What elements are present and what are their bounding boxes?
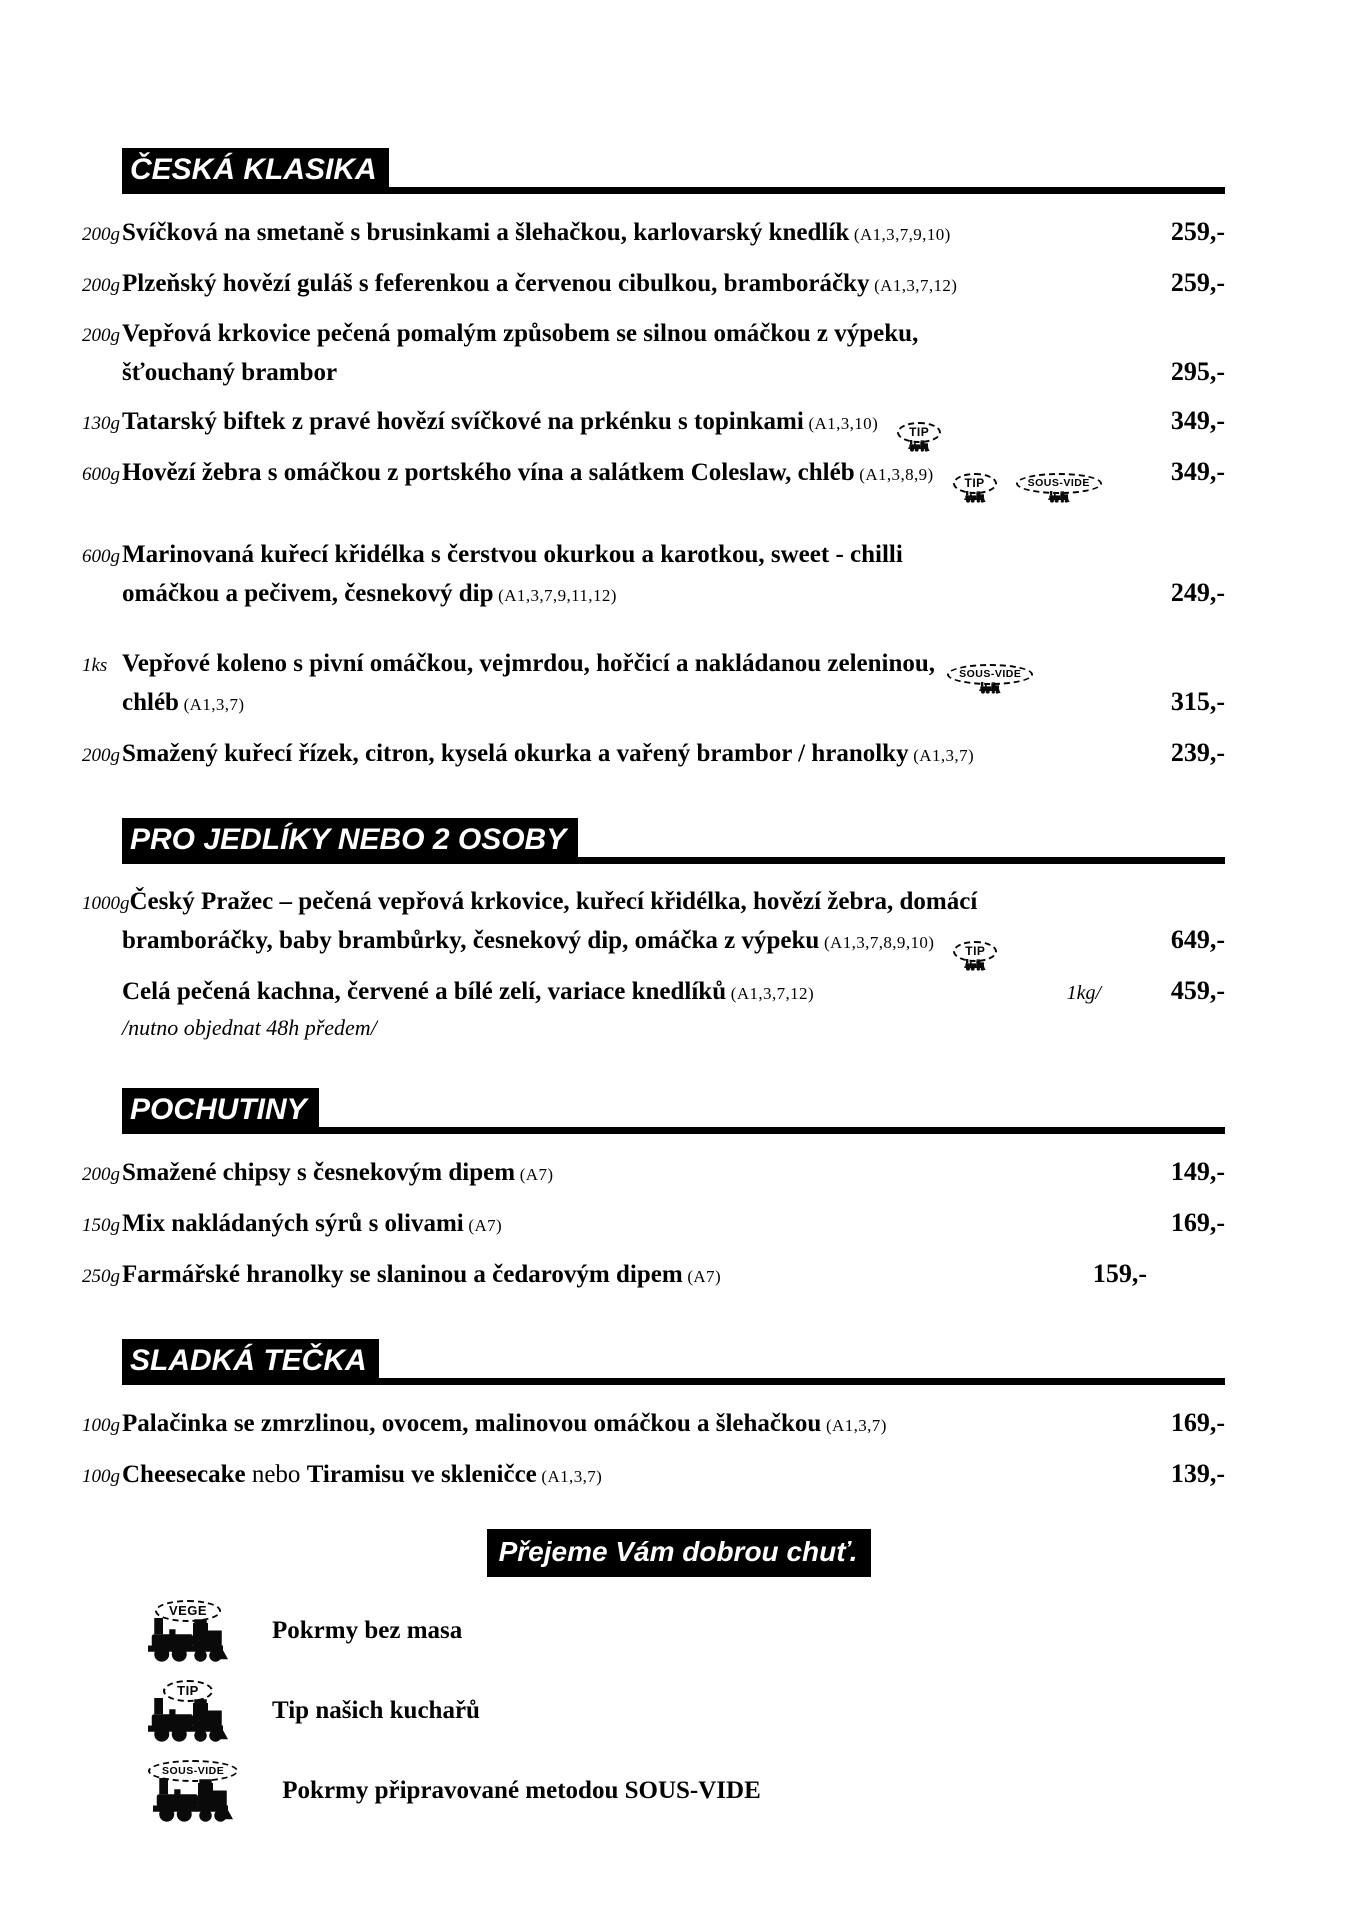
menu-item (82, 1456, 1225, 1495)
tip-train-icon (890, 422, 948, 452)
item-name: Český Pražec – pečená vepřová krkovice, kuřecí křidélka, hovězí žebra, domácí (129, 888, 978, 915)
item-allergens: (A7) (515, 1165, 554, 1184)
item-allergens: (A1,3,7) (908, 746, 975, 765)
section-header (122, 148, 1225, 194)
item-price: 159,- (1092, 1259, 1147, 1288)
tip-cloud-label: TIP (953, 941, 997, 962)
item-allergens: (A1,3,7) (821, 1416, 887, 1435)
item-name-part: nebo (245, 1461, 307, 1488)
menu-item (82, 973, 1225, 1044)
menu-item (82, 214, 1225, 253)
item-text (122, 736, 974, 774)
tip-train-icon (946, 473, 1004, 503)
menu-item (82, 537, 1225, 614)
item-name: Celá pečená kachna, červené a bílé zelí, variace knedlíků (122, 978, 727, 1005)
item-quantity: 150g (82, 1215, 120, 1236)
legend-text: Tip našich kuchařů (272, 1697, 480, 1724)
item-text (122, 974, 814, 1012)
menu-item-line (82, 646, 1225, 684)
menu-section (82, 818, 1225, 1044)
menu-item (82, 265, 1225, 304)
menu-item-line (82, 884, 1225, 922)
item-text (130, 884, 978, 920)
item-price: 239,- (1170, 738, 1225, 767)
locomotive-icon (946, 959, 1004, 971)
item-allergens: (A7) (463, 1216, 503, 1235)
legend-row (148, 1671, 1358, 1751)
item-price: 169,- (1170, 1408, 1225, 1437)
menu-item (82, 1205, 1225, 1244)
menu-item-line (82, 1456, 1225, 1495)
item-text (122, 576, 617, 614)
item-quantity: 200g (82, 325, 120, 346)
section-underline (389, 187, 1225, 194)
item-name: bramboráčky, baby brambůrky, česnekový dip, omáčka z výpeku (122, 927, 820, 954)
item-allergens: (A1,3,7,12) (869, 276, 958, 295)
menu-item (82, 316, 1225, 391)
locomotive-icon (148, 1698, 228, 1743)
item-price: 315,- (1170, 687, 1225, 716)
tip-cloud-label: TIP (163, 1680, 213, 1702)
item-name: Palačinka se zmrzlinou, ovocem, malinovou omáčkou a šlehačkou (122, 1410, 822, 1437)
item-name: Svíčková na smetaně s brusinkami a šlehačkou, karlovarský knedlík (122, 219, 850, 246)
item-name: Farmářské hranolky se slaninou a čedarovým dipem (122, 1261, 683, 1288)
sous-vide-cloud-label: SOUS-VIDE (148, 1760, 238, 1782)
sous-vide-train-icon (947, 664, 1033, 694)
locomotive-icon (890, 440, 948, 452)
item-name: chléb (122, 689, 179, 716)
item-quantity: 250g (82, 1266, 120, 1287)
item-quantity: 200g (82, 224, 120, 245)
legend-row (148, 1591, 1358, 1671)
section-title: SLADKÁ TEČKA (122, 1339, 379, 1385)
menu-item (82, 1256, 1225, 1295)
menu-item (82, 735, 1225, 774)
menu-item (82, 403, 1225, 442)
item-text (122, 266, 957, 304)
item-name: Smažené chipsy s česnekovým dipem (122, 1159, 516, 1186)
menu-item (82, 454, 1225, 493)
icon-legend (148, 1591, 1358, 1831)
item-allergens: (A1,3,7) (178, 695, 245, 714)
vege-cloud-label: VEGE (155, 1600, 221, 1622)
legend-text: Pokrmy připravované metodou SOUS-VIDE (282, 1777, 761, 1804)
item-allergens: (A1,3,10) (803, 414, 879, 433)
section-underline (319, 1127, 1225, 1134)
item-price: 259,- (1170, 217, 1225, 246)
item-name: Plzeňský hovězí guláš s feferenkou a červenou cibulkou, bramboráčky (122, 270, 870, 297)
item-price: 169,- (1170, 1208, 1225, 1237)
item-quantity: 600g (82, 464, 120, 485)
vege-train-icon (148, 1600, 228, 1663)
item-quantity: 100g (82, 1415, 120, 1436)
item-quantity: 1000g (82, 893, 130, 914)
item-quantity: 200g (82, 745, 120, 766)
item-price: 649,- (1170, 925, 1225, 954)
item-quantity: 600g (82, 546, 120, 567)
item-name: Marinovaná kuřecí křidélka s čerstvou okurkou a karotkou, sweet - chilli (122, 541, 903, 568)
legend-row (148, 1751, 1358, 1831)
item-text (122, 1457, 602, 1495)
item-name: Tatarský biftek z pravé hovězí svíčkové na prkénku s topinkami (122, 408, 804, 435)
menu-item-line (82, 354, 1225, 391)
item-text (122, 1406, 887, 1444)
menu-item-line (82, 1256, 1225, 1295)
menu-item (82, 884, 1225, 961)
item-text (122, 1155, 553, 1193)
item-quantity: 200g (82, 1164, 120, 1185)
item-allergens: (A1,3,7,8,9,10) (819, 933, 935, 952)
tip-train-icon (946, 941, 1004, 971)
farewell-banner: Přejeme Vám dobrou chuť. (487, 1529, 872, 1577)
sous-vide-train-icon (1016, 473, 1102, 503)
item-price: 149,- (1170, 1157, 1225, 1186)
item-quantity: 130g (82, 413, 120, 434)
locomotive-icon (946, 491, 1004, 503)
item-allergens: (A1,3,7,9,11,12) (493, 586, 617, 605)
item-name: šťouchaný brambor (122, 359, 338, 386)
menu-item-line (82, 265, 1225, 304)
item-price: 295,- (1170, 357, 1225, 386)
item-name: Hovězí žebra s omáčkou z portského vína a salátkem Coleslaw, chléb (122, 459, 855, 486)
item-quantity: 200g (82, 275, 120, 296)
menu-item-line (82, 973, 1225, 1012)
item-unit: 1kg/ (1066, 982, 1101, 1004)
menu-item-line (82, 537, 1225, 575)
menu-item-line (82, 214, 1225, 253)
section-title: POCHUTINY (122, 1088, 319, 1134)
menu-item-line (82, 922, 1225, 961)
item-price: 249,- (1170, 578, 1225, 607)
section-underline (578, 857, 1225, 864)
menu-section (82, 148, 1225, 774)
locomotive-icon (153, 1778, 233, 1823)
item-allergens: (A7) (682, 1267, 722, 1286)
menu-item-line (82, 1012, 1225, 1044)
item-price: 139,- (1170, 1459, 1225, 1488)
item-text (122, 1257, 721, 1295)
item-quantity: 100g (82, 1466, 120, 1487)
item-name: Mix nakládaných sýrů s olivami (122, 1210, 464, 1237)
banner-row (0, 1529, 1358, 1577)
sous-vide-train-icon (148, 1760, 238, 1823)
item-note: /nutno objednat 48h předem/ (122, 1015, 377, 1040)
menu-item-line (82, 1205, 1225, 1244)
item-name: Vepřové koleno s pivní omáčkou, vejmrdou, hořčicí a nakládanou zeleninou, (122, 650, 936, 677)
menu-item-line (82, 403, 1225, 442)
item-name-part: Tiramisu ve skleničce (306, 1461, 537, 1488)
item-text (122, 215, 951, 253)
menu-item-line (82, 316, 1225, 354)
item-name: omáčkou a pečivem, česnekový dip (122, 580, 494, 607)
item-allergens: (A1,3,7,9,10) (849, 225, 951, 244)
section-header (122, 818, 1225, 864)
item-text (122, 646, 1033, 682)
legend-text: Pokrmy bez masa (272, 1617, 463, 1644)
item-text (122, 455, 1102, 493)
menu-item (82, 1154, 1225, 1193)
locomotive-icon (961, 682, 1019, 694)
item-price: 349,- (1170, 406, 1225, 435)
tip-train-icon (148, 1680, 228, 1743)
section-title: PRO JEDLÍKY NEBO 2 OSOBY (122, 818, 578, 864)
menu-item (82, 646, 1225, 723)
item-text (122, 685, 244, 723)
section-title: ČESKÁ KLASIKA (122, 148, 389, 194)
item-allergens: (A1,3,7) (536, 1467, 603, 1486)
item-allergens: (A1,3,8,9) (854, 465, 934, 484)
item-allergens: (A1,3,7,12) (726, 984, 815, 1003)
menu-item-line (82, 1154, 1225, 1193)
menu-item-line (82, 575, 1225, 614)
locomotive-icon (1030, 491, 1088, 503)
section-underline (379, 1378, 1225, 1385)
menu-section (82, 1339, 1225, 1495)
tip-cloud-label: TIP (953, 473, 997, 494)
item-text (122, 923, 1004, 961)
menu-sections (82, 148, 1225, 1495)
menu-item-line (82, 735, 1225, 774)
item-name: Smažený kuřecí řízek, citron, kyselá okurka a vařený brambor / hranolky (122, 740, 909, 767)
item-name (122, 1461, 537, 1488)
item-text (122, 355, 337, 391)
item-text (122, 316, 918, 352)
item-price: 459,- (1170, 976, 1225, 1005)
menu-item-line (82, 684, 1225, 723)
item-price: 259,- (1170, 268, 1225, 297)
sous-vide-cloud-label: SOUS-VIDE (947, 664, 1033, 685)
menu-item-line (82, 1405, 1225, 1444)
tip-cloud-label: TIP (897, 422, 941, 443)
section-header (122, 1088, 1225, 1134)
menu-section (82, 1088, 1225, 1295)
menu-item-line (82, 454, 1225, 493)
item-name: Vepřová krkovice pečená pomalým způsobem se silnou omáčkou z výpeku, (122, 320, 919, 347)
section-header (122, 1339, 1225, 1385)
item-text (122, 537, 903, 573)
locomotive-icon (148, 1618, 228, 1663)
sous-vide-cloud-label: SOUS-VIDE (1016, 473, 1102, 494)
item-quantity: 1ks (82, 655, 108, 676)
item-text (122, 1206, 502, 1244)
item-text (122, 404, 948, 442)
item-name-part: Cheesecake (122, 1461, 246, 1488)
item-price: 349,- (1170, 457, 1225, 486)
menu-item (82, 1405, 1225, 1444)
